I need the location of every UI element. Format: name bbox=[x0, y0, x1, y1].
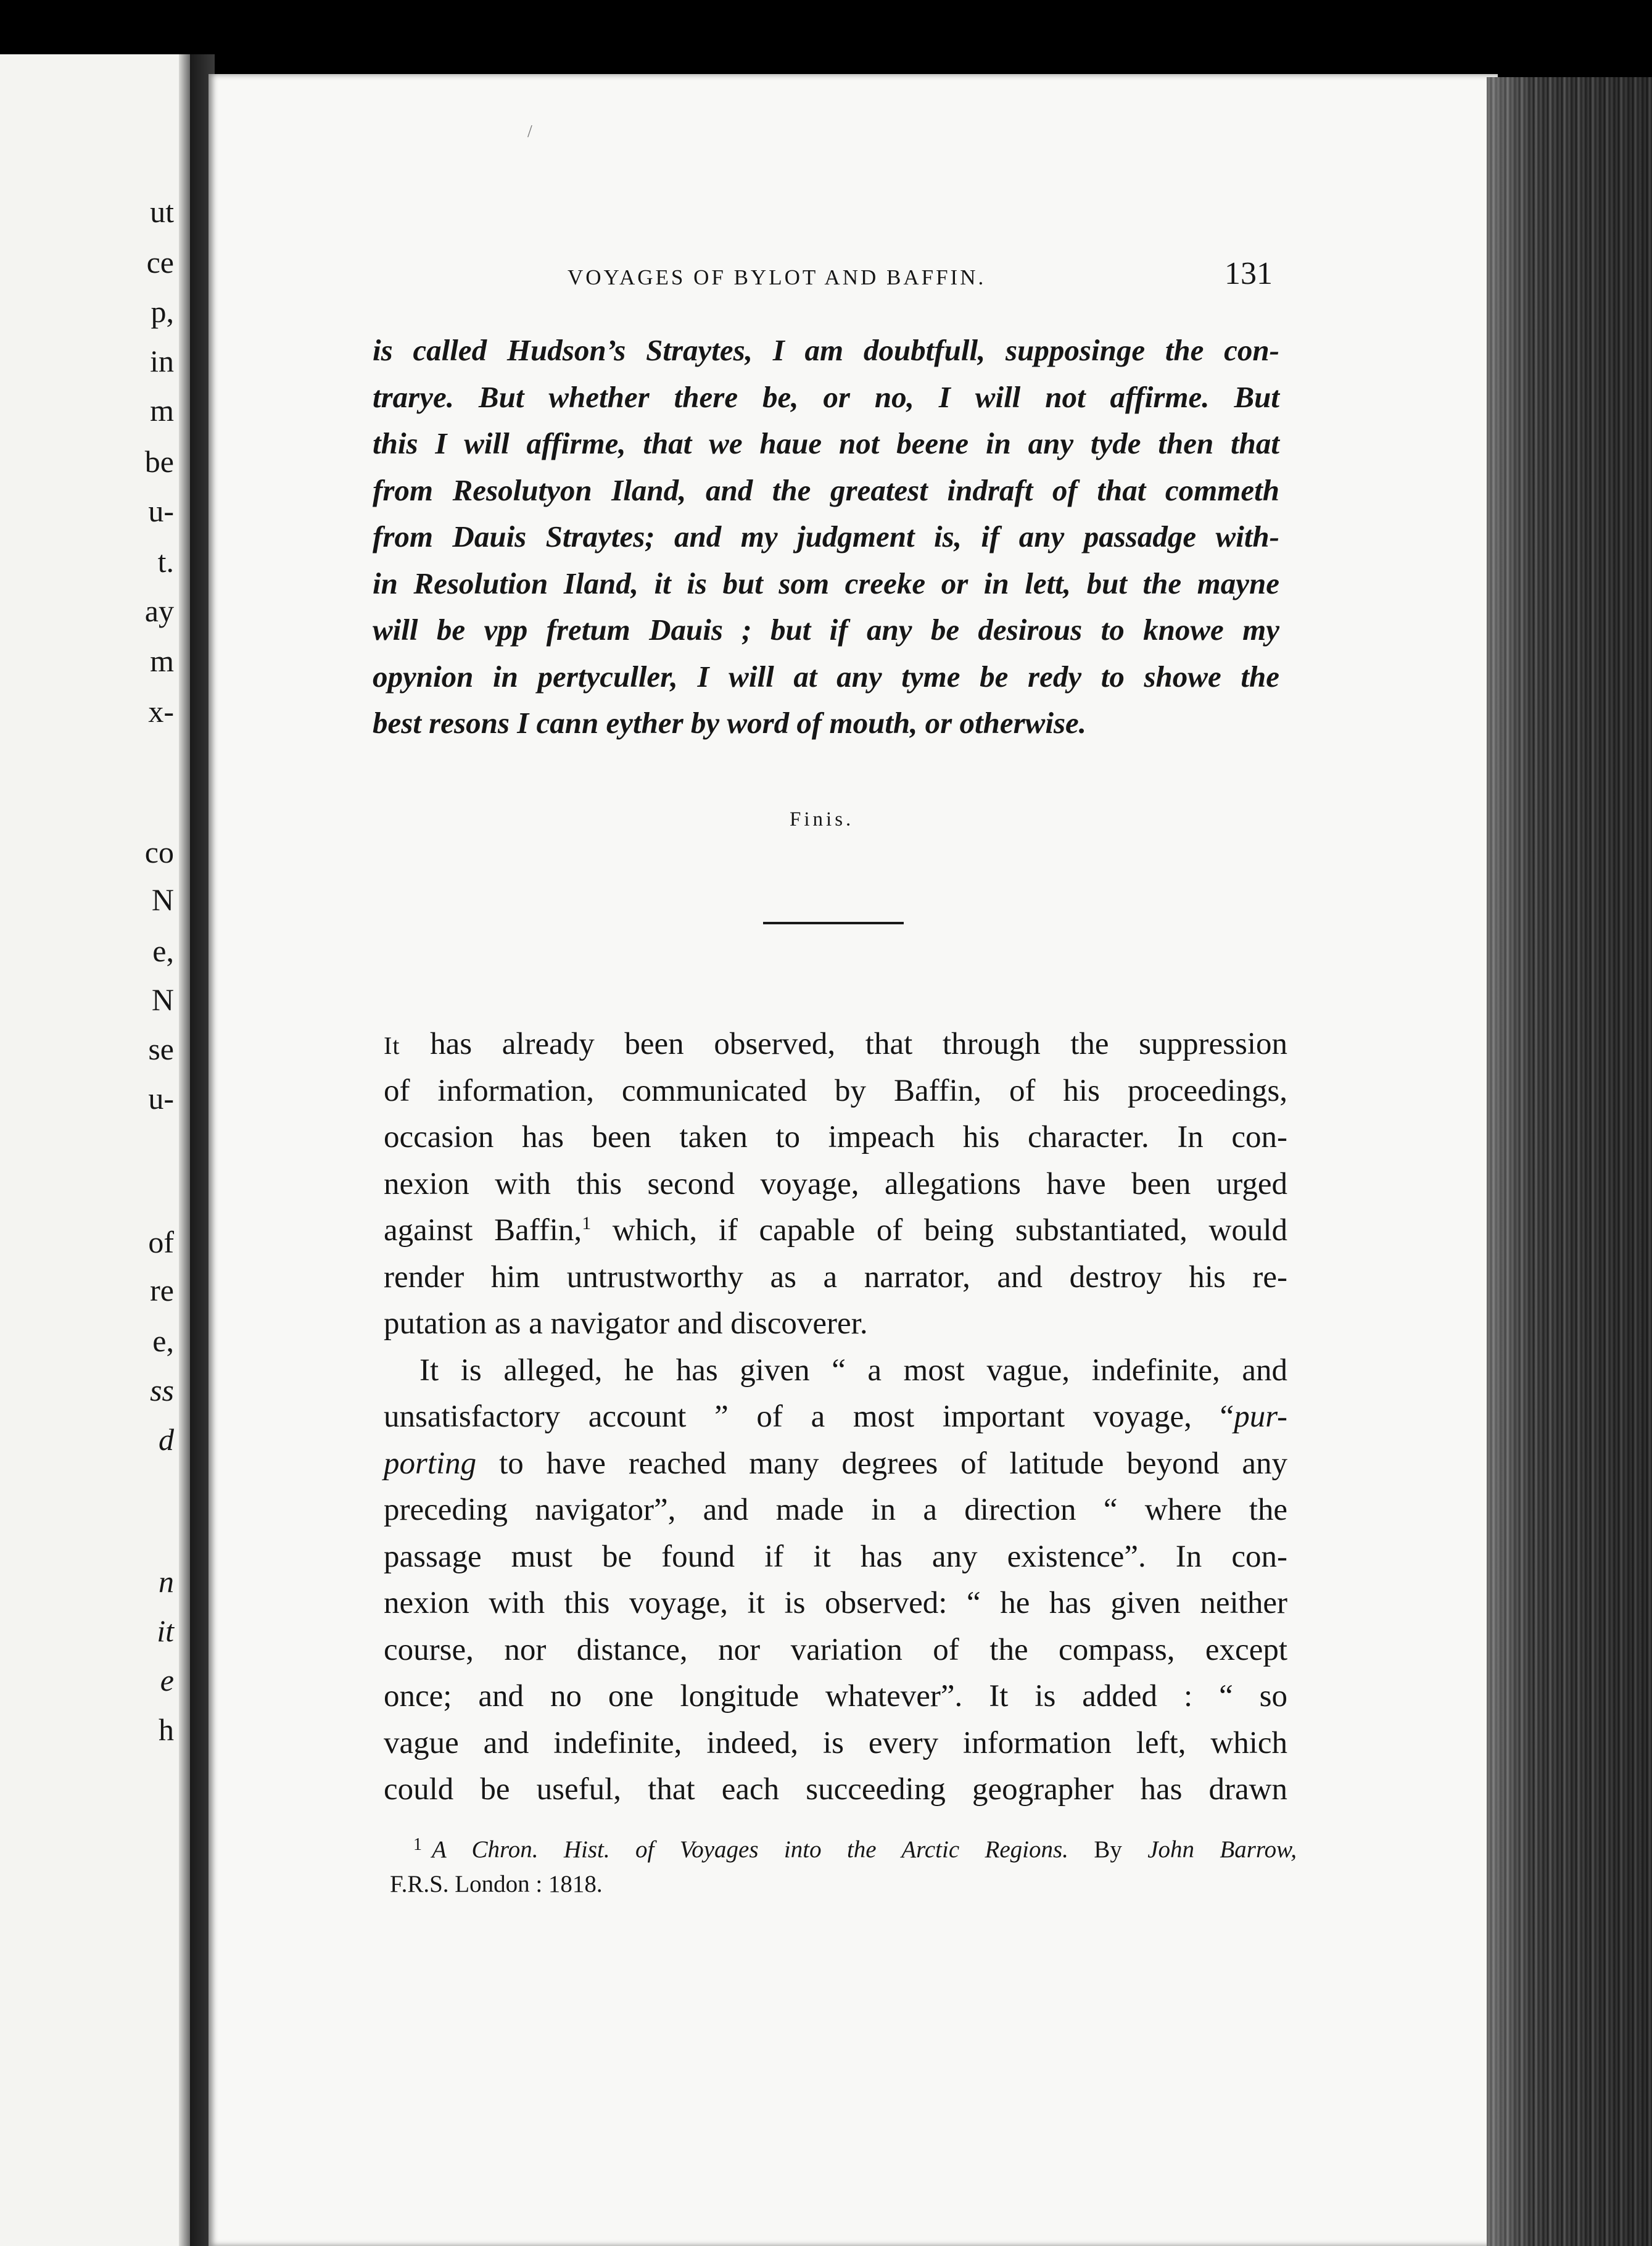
left-page-fragment-text: re bbox=[150, 1273, 174, 1307]
body-line: preceding navigator”, and made in a direction “ where the bbox=[384, 1493, 1287, 1527]
left-page-fragment-text: se bbox=[148, 1032, 174, 1066]
left-page-fragment-text: be bbox=[144, 444, 174, 479]
body-line-text: which, if capable of being substantiated, would bbox=[591, 1213, 1287, 1248]
left-page-fragment-text: n bbox=[159, 1564, 174, 1599]
quoted-letter-text bbox=[373, 327, 1279, 747]
body-line: passage must be found if it has any existence”. In con- bbox=[384, 1539, 1287, 1574]
body-italic-text: porting bbox=[384, 1446, 477, 1481]
quote-line: trarye. But whether there be, or no, I will not affirme. But bbox=[373, 379, 1279, 414]
footnote bbox=[390, 1833, 1297, 1902]
body-line bbox=[384, 1208, 1287, 1254]
body-line: nexion with this second voyage, allegations have been urged bbox=[384, 1166, 1287, 1201]
finis-heading: Finis. bbox=[790, 808, 854, 831]
body-line: once; and no one longitude whatever”. It is added : “ so bbox=[384, 1679, 1287, 1714]
left-page-fragment-text: e, bbox=[152, 934, 174, 968]
body-line: vague and indefinite, indeed, is every information left, which bbox=[384, 1725, 1287, 1760]
left-page-fragment-text: ut bbox=[150, 194, 174, 229]
drop-initial: It bbox=[384, 1032, 400, 1059]
quote-line: is called Hudson’s Straytes, I am doubtfull, supposinge the con- bbox=[373, 333, 1279, 367]
footnote-reference: 1 bbox=[582, 1213, 592, 1233]
footnote-line: F.R.S. London : 1818. bbox=[390, 1871, 603, 1897]
body-line: course, nor distance, nor variation of the compass, except bbox=[384, 1632, 1287, 1667]
footnote-author: John Barrow, bbox=[1147, 1836, 1297, 1863]
page-block-shade bbox=[1487, 77, 1652, 2246]
body-line-text: unsatisfactory account ” of a most important voyage, “ bbox=[384, 1399, 1234, 1434]
body-line: putation as a navigator and discoverer. bbox=[384, 1306, 868, 1341]
left-page-fragment-text: t. bbox=[157, 544, 174, 579]
quote-line: in Resolution Iland, it is but som creeke or in lett, but the mayne bbox=[373, 566, 1279, 600]
quote-line: best resons I cann eyther by word of mouth, or otherwise. bbox=[373, 706, 1087, 740]
left-page-fragment-text: u- bbox=[148, 494, 174, 528]
left-page-fragment-text: x- bbox=[148, 694, 174, 729]
page-block-edge bbox=[1487, 77, 1652, 2246]
left-page-fragment-text: m bbox=[150, 393, 174, 428]
left-page-fragment-text: it bbox=[157, 1614, 174, 1648]
left-page-fragment-text: d bbox=[159, 1422, 174, 1457]
left-page-fragment-text: h bbox=[159, 1712, 174, 1747]
body-line: It is alleged, he has given “ a most vague, indefinite, and bbox=[419, 1353, 1287, 1388]
left-page-fragment bbox=[0, 54, 190, 2246]
quote-line: opynion in pertyculler, I will at any tyme be redy to showe the bbox=[373, 659, 1279, 694]
left-page-fragment-text: ay bbox=[144, 594, 174, 628]
body-line-text: has already been observed, that through the suppression bbox=[400, 1027, 1287, 1061]
quote-line: from Resolutyon Iland, and the greatest indraft of that commeth bbox=[373, 473, 1279, 507]
left-page-fragment-text: p, bbox=[151, 294, 174, 329]
left-page-fragment-text: N bbox=[151, 882, 174, 917]
body-line bbox=[384, 1394, 1287, 1441]
body-italic-text: pur- bbox=[1234, 1399, 1287, 1434]
body-line-text: to have reached many degrees of latitude beyond any bbox=[476, 1446, 1287, 1481]
footnote-title: A Chron. Hist. of Voyages into the Arctic Regions. bbox=[432, 1836, 1068, 1863]
body-line-text: against Baffin, bbox=[384, 1213, 582, 1248]
stray-mark: / bbox=[527, 122, 532, 141]
left-page-fragment-text: m bbox=[150, 644, 174, 678]
section-rule bbox=[763, 922, 904, 924]
left-page-fragment-text: ce bbox=[146, 245, 174, 280]
left-page-fragment-text: of bbox=[148, 1225, 174, 1259]
left-page-gutter bbox=[179, 54, 190, 2246]
footnote-by: By bbox=[1094, 1836, 1122, 1863]
left-page-fragment-text: N bbox=[151, 982, 174, 1017]
body-line bbox=[384, 1441, 1287, 1488]
body-line: of information, communicated by Baffin, of his proceedings, bbox=[384, 1073, 1287, 1108]
footnote-line bbox=[390, 1833, 1297, 1867]
left-page-fragment-text: u- bbox=[148, 1081, 174, 1116]
left-page-fragment-text: co bbox=[144, 835, 174, 869]
body-line: render him untrustworthy as a narrator, and destroy his re- bbox=[384, 1259, 1287, 1295]
quote-line: from Dauis Straytes; and my judgment is, if any passadge with- bbox=[373, 520, 1279, 553]
left-page-fragment-text: e bbox=[160, 1663, 174, 1697]
page-number: 131 bbox=[1225, 256, 1273, 291]
body-line bbox=[384, 1021, 1287, 1068]
body-line: occasion has been taken to impeach his character. In con- bbox=[384, 1120, 1287, 1154]
running-head: VOYAGES OF BYLOT AND BAFFIN. bbox=[568, 265, 986, 289]
left-page-fragment-text: in bbox=[150, 344, 174, 378]
quote-line: will be vpp fretum Dauis ; but if any be desirous to knowe my bbox=[373, 613, 1279, 647]
footnote-mark: 1 bbox=[413, 1835, 422, 1854]
body-line: nexion with this voyage, it is observed: “ he has given neither bbox=[384, 1586, 1287, 1620]
body-text bbox=[384, 1021, 1287, 1813]
quote-line: this I will affirme, that we haue not beene in any tyde then that bbox=[373, 426, 1279, 460]
body-line: could be useful, that each succeeding geographer has drawn bbox=[384, 1772, 1287, 1807]
left-page-fragment-text: ss bbox=[150, 1373, 174, 1407]
left-page-fragment-text: e, bbox=[152, 1324, 174, 1358]
